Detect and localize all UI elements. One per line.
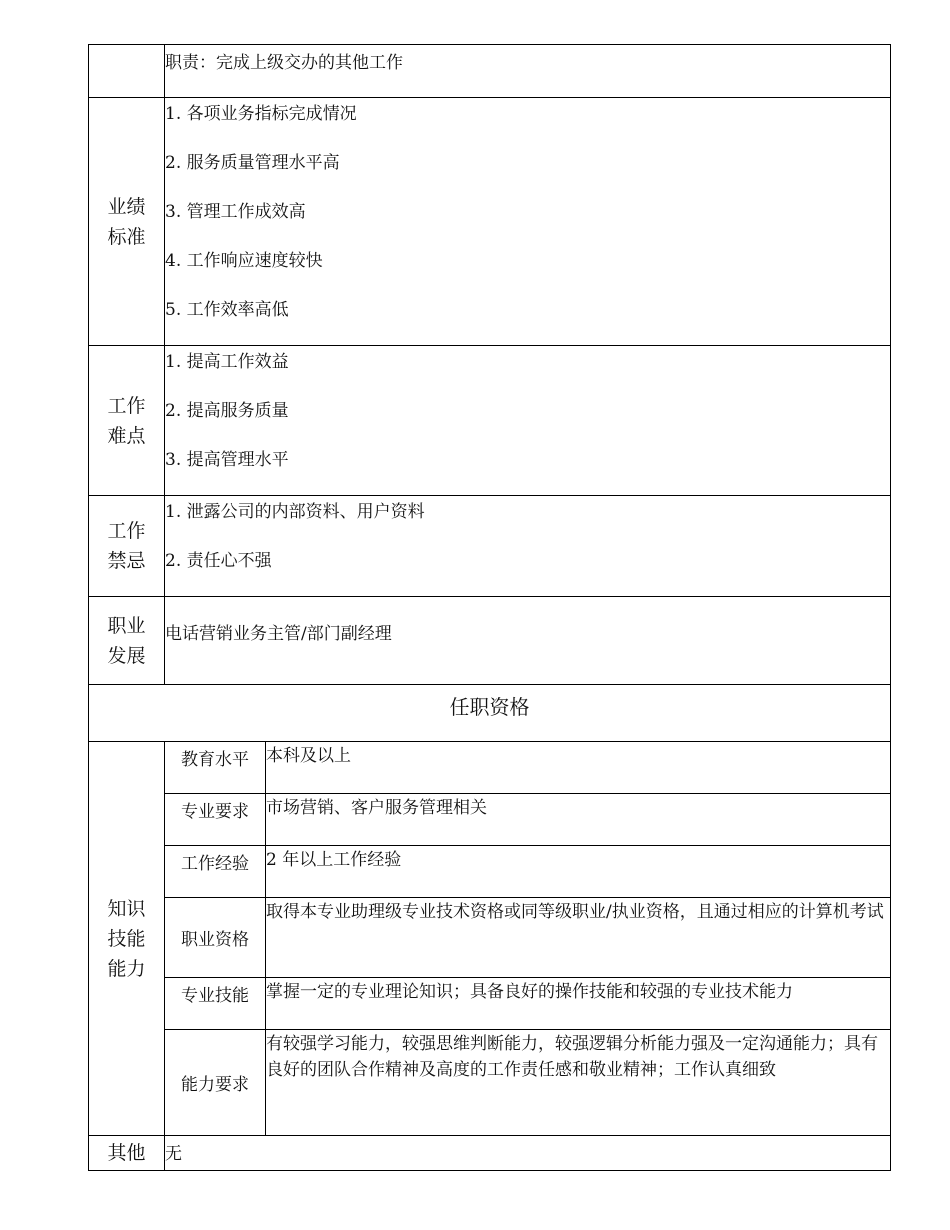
qualifications-header: 任职资格 (89, 685, 891, 742)
major-value: 市场营销、客户服务管理相关 (266, 794, 891, 846)
experience-label: 工作经验 (165, 846, 266, 898)
performance-item: 2. 服务质量管理水平高 (165, 153, 340, 173)
knowledge-row (89, 978, 891, 1030)
performance-item: 5. 工作效率高低 (165, 300, 289, 320)
difficulty-item: 2. 提高服务质量 (165, 401, 289, 421)
difficulty-item: 3. 提高管理水平 (165, 450, 289, 470)
taboos-row (89, 496, 891, 597)
difficulties-row (89, 346, 891, 496)
knowledge-row (89, 898, 891, 978)
skills-label: 专业技能 (165, 978, 266, 1030)
performance-list (165, 98, 891, 346)
career-text: 电话营销业务主管/部门副经理 (165, 597, 891, 685)
certification-value: 取得本专业助理级专业技术资格或同等级职业/执业资格，且通过相应的计算机考试 (266, 898, 891, 978)
knowledge-label: 知识技能能力 (89, 742, 165, 1136)
difficulty-item: 1. 提高工作效益 (165, 352, 289, 372)
difficulties-label: 工作难点 (89, 346, 165, 496)
knowledge-row (89, 1030, 891, 1136)
ability-label: 能力要求 (165, 1030, 266, 1136)
taboo-item: 2. 责任心不强 (165, 551, 272, 571)
duty-text: 职责：完成上级交办的其他工作 (165, 45, 891, 98)
education-value: 本科及以上 (266, 742, 891, 794)
knowledge-row (89, 794, 891, 846)
knowledge-row (89, 846, 891, 898)
duty-label-cell (89, 45, 165, 98)
performance-row (89, 98, 891, 346)
certification-label: 职业资格 (165, 898, 266, 978)
performance-label: 业绩标准 (89, 98, 165, 346)
ability-value: 有较强学习能力，较强思维判断能力，较强逻辑分析能力强及一定沟通能力；具有良好的团队合作精神及高度的工作责任感和敬业精神；工作认真细致 (266, 1030, 891, 1136)
qualifications-header-row (89, 685, 891, 742)
taboos-label: 工作禁忌 (89, 496, 165, 597)
performance-item: 4. 工作响应速度较快 (165, 251, 323, 271)
duty-row (89, 45, 891, 98)
career-label: 职业发展 (89, 597, 165, 685)
education-label: 教育水平 (165, 742, 266, 794)
skills-value: 掌握一定的专业理论知识；具备良好的操作技能和较强的专业技术能力 (266, 978, 891, 1030)
career-row (89, 597, 891, 685)
other-row (89, 1136, 891, 1171)
performance-item: 3. 管理工作成效高 (165, 202, 306, 222)
other-text: 无 (165, 1136, 891, 1171)
taboos-list (165, 496, 891, 597)
job-description-table (88, 44, 891, 1171)
difficulties-list (165, 346, 891, 496)
major-label: 专业要求 (165, 794, 266, 846)
knowledge-row (89, 742, 891, 794)
taboo-item: 1. 泄露公司的内部资料、用户资料 (165, 502, 425, 522)
experience-value: 2 年以上工作经验 (266, 846, 891, 898)
performance-item: 1. 各项业务指标完成情况 (165, 104, 357, 124)
other-label: 其他 (89, 1136, 165, 1171)
